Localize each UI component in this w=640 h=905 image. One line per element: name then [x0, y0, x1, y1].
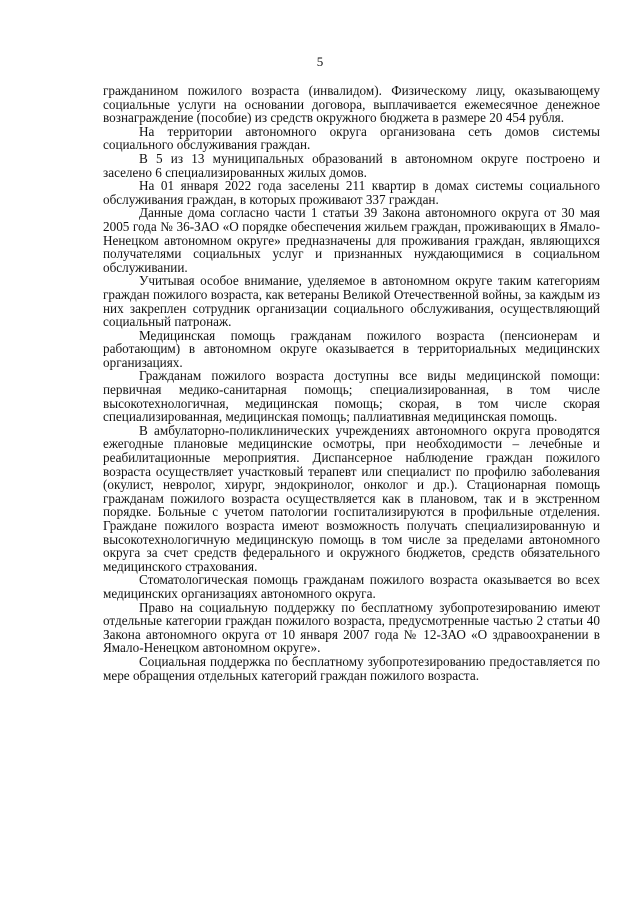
paragraph: На 01 января 2022 года заселены 211 квартир в домах системы социального обслуживания граждан, в которых проживают 337 граждан. — [103, 178, 600, 207]
paragraph: Гражданам пожилого возраста доступны все виды медицинской помощи: первичная медико-санитарная помощь; специализированная, в том числе высокотехнологичная, медицинская помощь; скорая, в том числе скорая специализированная, медицинская помощь; паллиативная медицинская помощь. — [103, 368, 600, 425]
paragraph: В 5 из 13 муниципальных образований в автономном округе построено и заселено 6 специализированных жилых домов. — [103, 150, 600, 180]
body-text — [103, 84, 600, 682]
paragraph: Медицинская помощь гражданам пожилого возраста (пенсионерам и работающим) в автономном округе оказывается в территориальных медицинских организациях. — [103, 327, 600, 370]
paragraph: В амбулаторно-поликлинических учреждениях автономного округа проводятся ежегодные плановые медицинские осмотры, при необходимости – лечебные и реабилитационные мероприятия. Диспансерное наблюдение граждан пожилого возраста осуществляет участковый терапевт или специалист по профилю заболевания (окулист, невролог, хирург, эндокринолог, онколог и др.). Стационарная помощь гражданам пожилого возраста осуществляется как в плановом, так и в экстренном порядке. Больные с учетом патологии госпитализируются в профильные отделения. Граждане пожилого возраста имеют возможность получать специализированную и высокотехнологичную медицинскую помощь в том числе за пределами автономного округа за счет средств федерального и окружного бюджетов, средств обязательного медицинского страхования. — [103, 422, 600, 574]
paragraph: Социальная поддержка по бесплатному зубопротезированию предоставляется по мере обращения отдельных категорий граждан пожилого возраста. — [103, 653, 600, 683]
paragraph: Данные дома согласно части 1 статьи 39 Закона автономного округа от 30 мая 2005 года № 36-ЗАО «О порядке обеспечения жильем граждан, проживающих в Ямало-Ненецком автономном округе» предназначены для проживания граждан, являющихся получателями социальных услуг и признанных нуждающимися в социальном обслуживании. — [103, 205, 600, 275]
paragraph: гражданином пожилого возраста (инвалидом). Физическому лицу, оказывающему социальные услуги на основании договора, выплачивается ежемесячное денежное вознаграждение (пособие) из средств окружного бюджета в размере 20 454 рубля. — [103, 83, 600, 126]
page-number: 5 — [316, 54, 324, 69]
paragraph: Стоматологическая помощь гражданам пожилого возраста оказывается во всех медицинских организациях автономного округа. — [103, 572, 600, 601]
paragraph: Учитывая особое внимание, уделяемое в автономном округе таким категориям граждан пожилого возраста, как ветераны Великой Отечественной войны, за каждым из них закреплен сотрудник организации социального обслуживания, осуществляющий социальный патронаж. — [103, 273, 600, 330]
paragraph: На территории автономного округа организована сеть домов системы социального обслуживания граждан. — [103, 123, 600, 153]
paragraph: Право на социальную поддержку по бесплатному зубопротезированию имеют отдельные категории граждан пожилого возраста, предусмотренные частью 2 статьи 40 Закона автономного округа от 10 января 2007 года № 12-ЗАО «О здравоохранении в Ямало-Ненецком автономном округе». — [103, 599, 600, 656]
